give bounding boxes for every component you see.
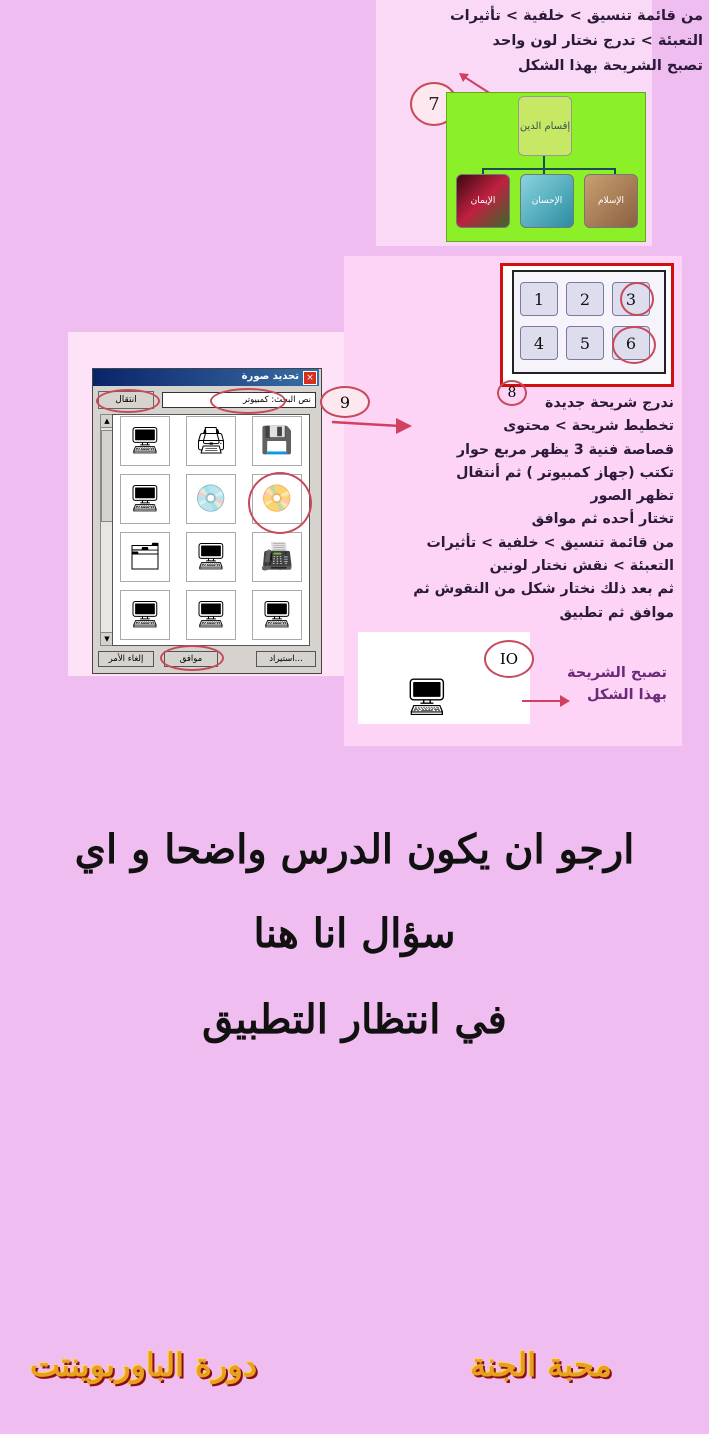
dialog-titlebar[interactable]	[93, 369, 319, 386]
instruction-line: ثم بعد ذلك نختار شكل من النقوش ثم	[413, 581, 674, 598]
cancel-button[interactable]: إلغاء الأمر	[98, 651, 154, 667]
clipart-cell[interactable]: 💿	[186, 474, 236, 524]
search-value: كمبيوتر	[243, 395, 269, 405]
content-thumb[interactable]: 5	[566, 326, 604, 360]
clipart-cell[interactable]: 💾	[252, 416, 302, 466]
step-number-8: 8	[497, 380, 527, 406]
clipart-cell[interactable]: 🖥	[120, 474, 170, 524]
search-highlight-ring	[210, 388, 286, 414]
thumb-highlight-ring	[612, 326, 656, 364]
arrow-icon	[330, 412, 414, 436]
instruction-line: قصاصة فنية 3 يظهر مربع حوار	[456, 441, 674, 458]
diagram-root-node: إقسام الدين	[518, 96, 572, 156]
scroll-up-icon[interactable]: ▲	[100, 414, 114, 428]
content-thumb[interactable]: 3	[612, 282, 650, 316]
instruction-line: التعبئة > تدرج نختار لون واحد	[492, 33, 703, 49]
clipart-cell[interactable]: 🖨	[186, 416, 236, 466]
instruction-line: من قائمة تنسيق > خلفية > تأثيرات	[450, 8, 703, 24]
thumb-highlight-ring	[620, 282, 654, 316]
instruction-line: موافق ثم تطبيق	[559, 604, 674, 621]
step7-instructions	[431, 4, 703, 79]
clipart-cell[interactable]: 🖥	[120, 416, 170, 466]
content-thumb[interactable]: 2	[566, 282, 604, 316]
diagram-node-islam: الإسلام	[584, 174, 638, 228]
diagram-node-ihsan: الإحسان	[520, 174, 574, 228]
clipart-cell[interactable]: 🖥	[186, 590, 236, 640]
clipart-cell[interactable]: 🖥	[252, 590, 302, 640]
content-thumb[interactable]: 1	[520, 282, 558, 316]
content-thumb[interactable]: 6	[612, 326, 650, 360]
course-title: دورة الباوربوينتت	[30, 1346, 258, 1384]
instruction-line: تخطيط شريحة > محتوى	[503, 418, 674, 435]
author-signature: محبة الجنة	[470, 1346, 612, 1384]
import-button[interactable]: استيراد...	[256, 651, 316, 667]
message-line-2: سؤال انا هنا	[253, 910, 456, 957]
clipart-cell[interactable]: 🖥	[120, 590, 170, 640]
diagram-node-faith: الإيمان	[456, 174, 510, 228]
tree-connector	[482, 168, 616, 170]
clipart-cell[interactable]: 📀	[252, 474, 302, 524]
instruction-line: ندرج شريحة جديدة	[544, 395, 674, 411]
ok-button[interactable]: موافق	[164, 651, 218, 667]
step-number-10: IO	[484, 640, 534, 678]
search-label: نص البحث:	[271, 395, 311, 405]
step-number-9: 9	[320, 386, 370, 418]
clipart-cell[interactable]: 🗂	[120, 532, 170, 582]
ok-highlight-ring	[160, 645, 224, 671]
selected-clipart-ring	[248, 472, 312, 534]
instruction-line: من قائمة تنسيق > خلفية > تأثيرات	[426, 534, 674, 551]
dialog-title: تحديد صورة	[241, 371, 299, 382]
instruction-line: تظهر الصور	[590, 488, 674, 505]
message-line-1: ارجو ان يكون الدرس واضحا و اي	[74, 826, 635, 873]
tree-connector	[543, 154, 545, 168]
arrow-icon	[520, 694, 572, 708]
step-number-7: 7	[410, 82, 458, 126]
caption-line: تصبح الشريحة	[566, 665, 667, 681]
go-button[interactable]: انتقال	[98, 391, 154, 409]
instruction-line: تختار أحده ثم موافق	[531, 511, 674, 528]
go-highlight-ring	[96, 389, 160, 413]
instruction-line: تصبح الشريحة بهذا الشكل	[517, 58, 703, 74]
caption-line: بهذا الشكل	[587, 687, 667, 703]
instruction-line: تكتب (جهاز كمبيوتر ) ثم أنتقال	[456, 464, 674, 481]
clipart-cell[interactable]: 📠	[252, 532, 302, 582]
close-icon[interactable]: ×	[303, 371, 317, 385]
computer-icon: 🖥	[404, 677, 450, 718]
message-line-3: في انتظار التطبيق	[202, 996, 507, 1043]
clipart-cell[interactable]: 🖥	[186, 532, 236, 582]
content-thumb[interactable]: 4	[520, 326, 558, 360]
instruction-line: التعبئة > نقش نختار لونين	[489, 558, 674, 575]
scroll-down-icon[interactable]: ▼	[100, 632, 114, 646]
